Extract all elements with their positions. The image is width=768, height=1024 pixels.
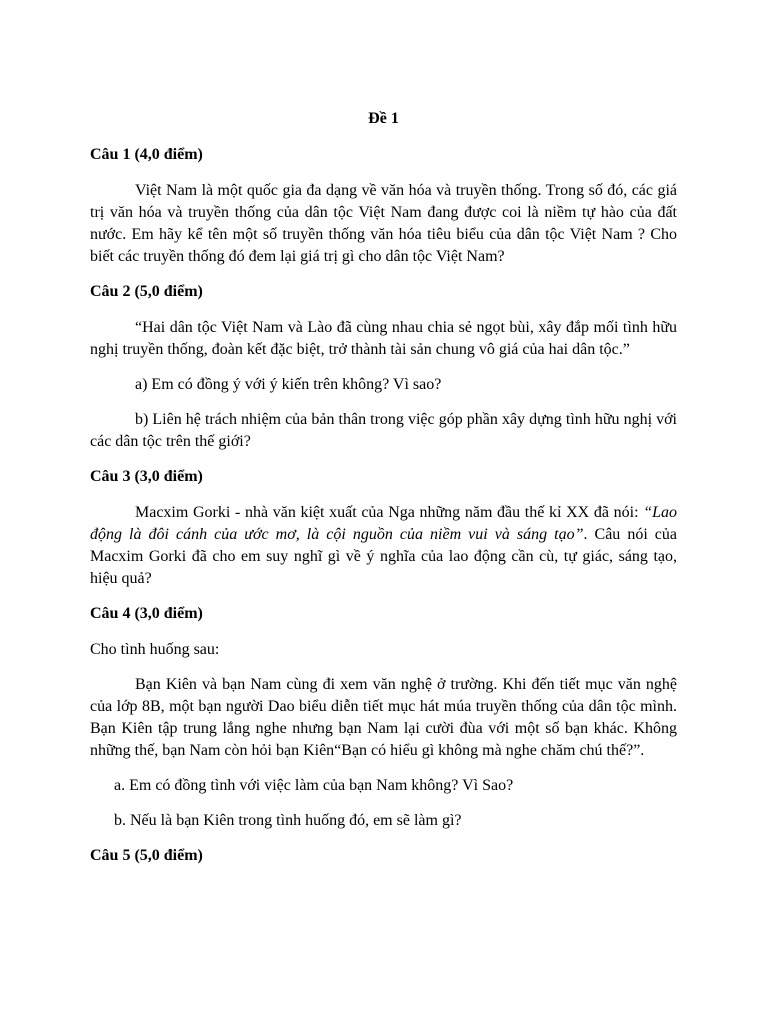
question-2-part-a: a) Em có đồng ý với ý kiến trên không? Vì sao?: [135, 376, 442, 393]
question-4-intro: Cho tình huống sau:: [90, 641, 220, 658]
exam-title: Đề 1: [368, 110, 399, 127]
question-1-heading: Câu 1 (4,0 điểm): [90, 146, 203, 163]
exam-page: [90, 108, 677, 881]
question-4-heading: Câu 4 (3,0 điểm): [90, 605, 203, 622]
question-2-quote: “Hai dân tộc Việt Nam và Lào đã cùng nhau chia sẻ ngọt bùi, xây đắp mối tình hữu nghị truyền thống, đoàn kết đặc biệt, trở thành tài sản chung vô giá của hai dân tộc.”: [90, 319, 677, 358]
question-2-heading: Câu 2 (5,0 điểm): [90, 283, 203, 300]
question-3-quote: “Lao động là đôi cánh của ước mơ, là cội nguồn của niềm vui và sáng tạo”: [90, 504, 678, 543]
question-4-part-a: a. Em có đồng tình với việc làm của bạn Nam không? Vì Sao?: [114, 777, 514, 794]
question-3-intro: Macxim Gorki - nhà văn kiệt xuất của Nga những năm đầu thế kỉ XX đã nói:: [135, 504, 639, 521]
question-4-part-b: b. Nếu là bạn Kiên trong tình huống đó, em sẽ làm gì?: [114, 812, 462, 829]
question-3-text: [90, 502, 677, 590]
question-2-part-b: b) Liên hệ trách nhiệm của bản thân trong việc góp phần xây dựng tình hữu nghị với các dân tộc trên thế giới?: [90, 411, 677, 450]
question-5-heading: Câu 5 (5,0 điểm): [90, 847, 203, 864]
question-1-text: Việt Nam là một quốc gia đa dạng về văn hóa và truyền thống. Trong số đó, các giá trị văn hóa và truyền thống của dân tộc Việt Nam đang được coi là niềm tự hào của đất nước. Em hãy kể tên một số truyền thống văn hóa tiêu biểu của dân tộc Việt Nam ? Cho biết các truyền thống đó đem lại giá trị gì cho dân tộc Việt Nam?: [90, 182, 677, 265]
question-3-rest: . Câu nói của Macxim Gorki đã cho em suy nghĩ gì về ý nghĩa của lao động cần cù, tự giác, sáng tạo, hiệu quả?: [90, 526, 678, 587]
question-3-heading: Câu 3 (3,0 điểm): [90, 468, 203, 485]
question-4-story: Bạn Kiên và bạn Nam cùng đi xem văn nghệ ở trường. Khi đến tiết mục văn nghệ của lớp 8B, một bạn người Dao biểu diễn tiết mục hát múa truyền thống của dân tộc mình. Bạn Kiên tập trung lắng nghe nhưng bạn Nam lại cười đùa với một số bạn khác. Không những thế, bạn Nam còn hỏi bạn Kiên“Bạn có hiểu gì không mà nghe chăm chú thế?”.: [90, 676, 677, 759]
